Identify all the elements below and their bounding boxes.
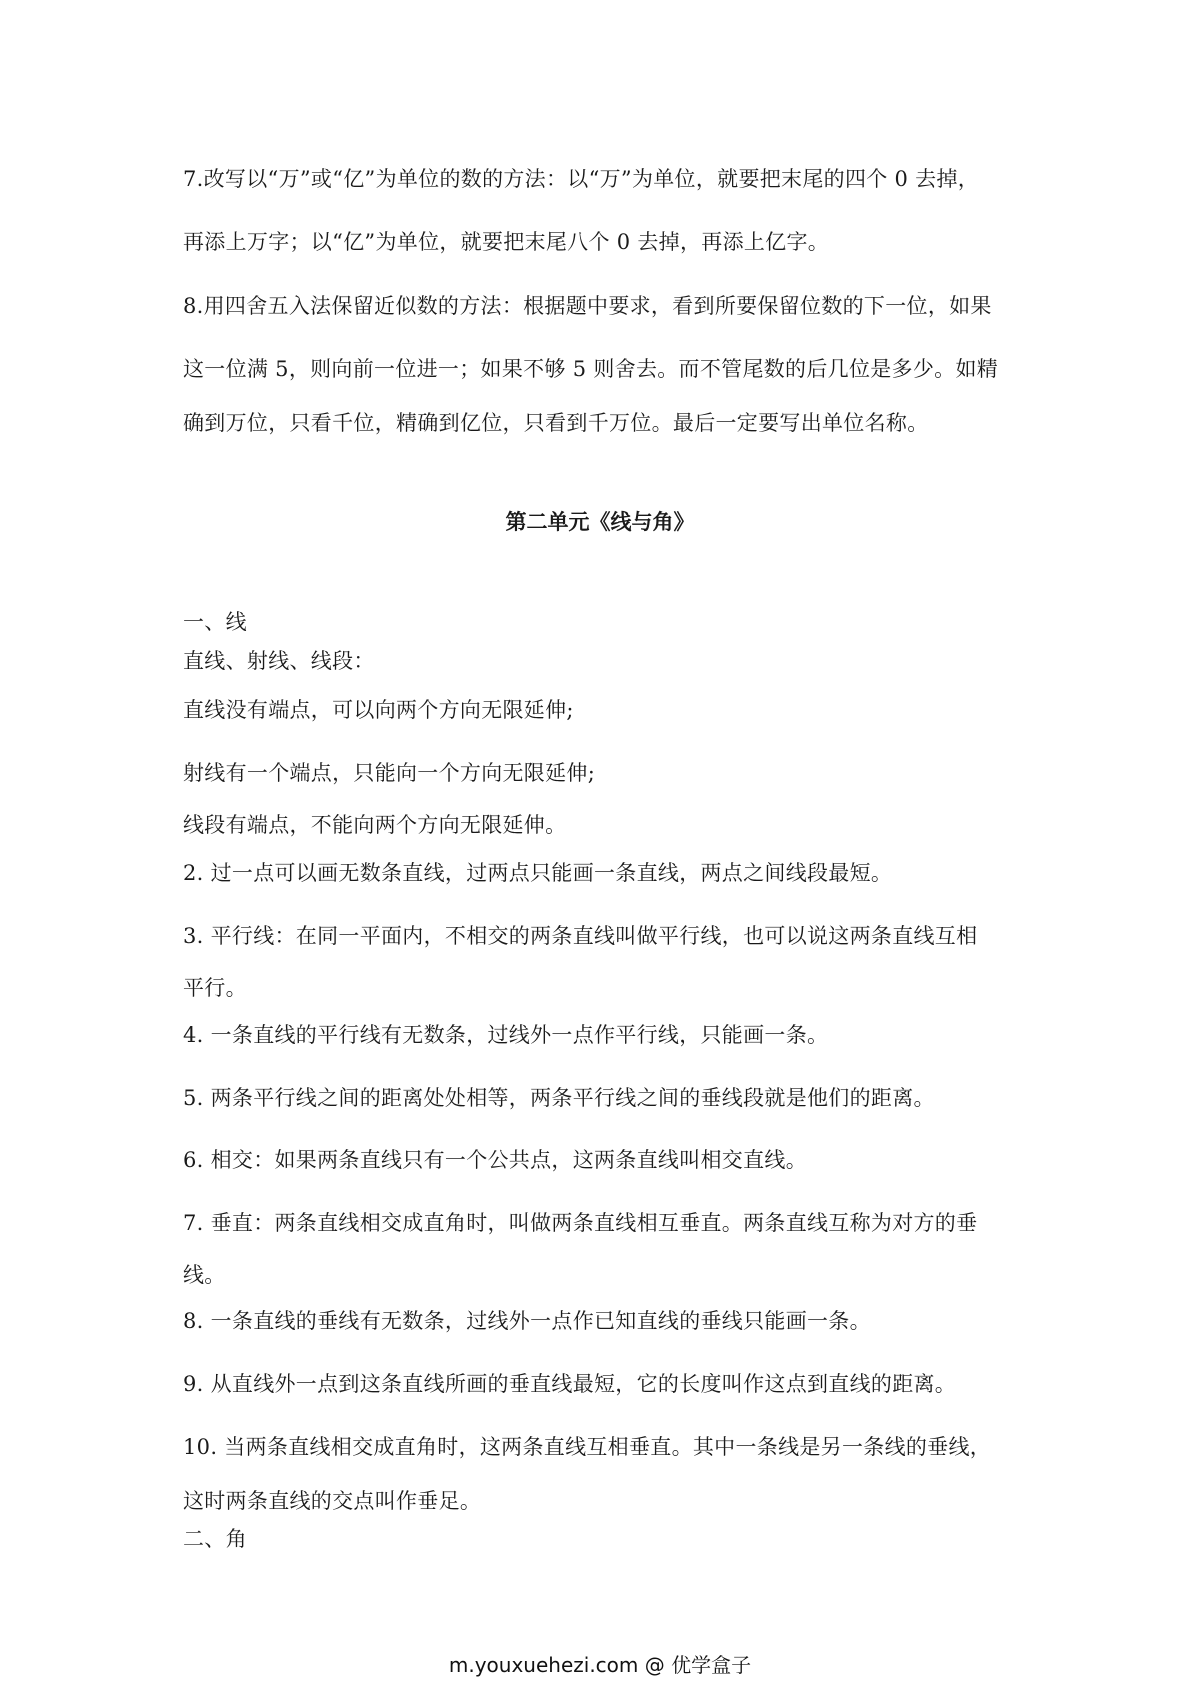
- item-5: 5. 两条平行线之间的距离处处相等，两条平行线之间的垂线段就是他们的距离。: [183, 1086, 935, 1110]
- heading-angles: 二、角: [183, 1527, 247, 1551]
- item-3-line-2: 平行。: [183, 976, 247, 1000]
- paragraph-8-line-1: 8.用四舍五入法保留近似数的方法：根据题中要求，看到所要保留位数的下一位，如果: [183, 294, 992, 318]
- item-8: 8. 一条直线的垂线有无数条，过线外一点作已知直线的垂线只能画一条。: [183, 1309, 871, 1333]
- line-definition: 直线没有端点，可以向两个方向无限延伸;: [183, 698, 574, 722]
- item-2: 2. 过一点可以画无数条直线，过两点只能画一条直线，两点之间线段最短。: [183, 861, 893, 885]
- segment-definition: 线段有端点，不能向两个方向无限延伸。: [183, 813, 567, 837]
- footer-watermark: m.youxuehezi.com @ 优学盒子: [448, 1653, 752, 1677]
- item-9: 9. 从直线外一点到这条直线所画的垂直线最短，它的长度叫作这点到直线的距离。: [183, 1372, 957, 1396]
- paragraph-8-line-3: 确到万位，只看千位，精确到亿位，只看到千万位。最后一定要写出单位名称。: [183, 411, 929, 435]
- item-7-line-2: 线。: [183, 1263, 226, 1287]
- paragraph-7-line-1: 7.改写以“万”或“亿”为单位的数的方法：以“万”为单位，就要把末尾的四个 0 去掉，: [183, 167, 980, 191]
- paragraph-8-line-2: 这一位满 5，则向前一位进一；如果不够 5 则舍去。而不管尾数的后几位是多少。如精: [183, 357, 999, 381]
- item-10-line-2: 这时两条直线的交点叫作垂足。: [183, 1489, 482, 1513]
- item-4: 4. 一条直线的平行线有无数条，过线外一点作平行线，只能画一条。: [183, 1023, 829, 1047]
- item-7-line-1: 7. 垂直：两条直线相交成直角时，叫做两条直线相互垂直。两条直线互称为对方的垂: [183, 1211, 978, 1235]
- subheading-line-types: 直线、射线、线段：: [183, 649, 375, 673]
- unit-title: 第二单元《线与角》: [505, 510, 695, 534]
- heading-lines: 一、线: [183, 610, 247, 634]
- item-6: 6. 相交：如果两条直线只有一个公共点，这两条直线叫相交直线。: [183, 1148, 808, 1172]
- paragraph-7-line-2: 再添上万字；以“亿”为单位，就要把末尾八个 0 去掉，再添上亿字。: [183, 230, 830, 254]
- ray-definition: 射线有一个端点，只能向一个方向无限延伸;: [183, 761, 596, 785]
- item-3-line-1: 3. 平行线：在同一平面内，不相交的两条直线叫做平行线，也可以说这两条直线互相: [183, 924, 978, 948]
- item-10-line-1: 10. 当两条直线相交成直角时，这两条直线互相垂直。其中一条线是另一条线的垂线，: [183, 1435, 992, 1459]
